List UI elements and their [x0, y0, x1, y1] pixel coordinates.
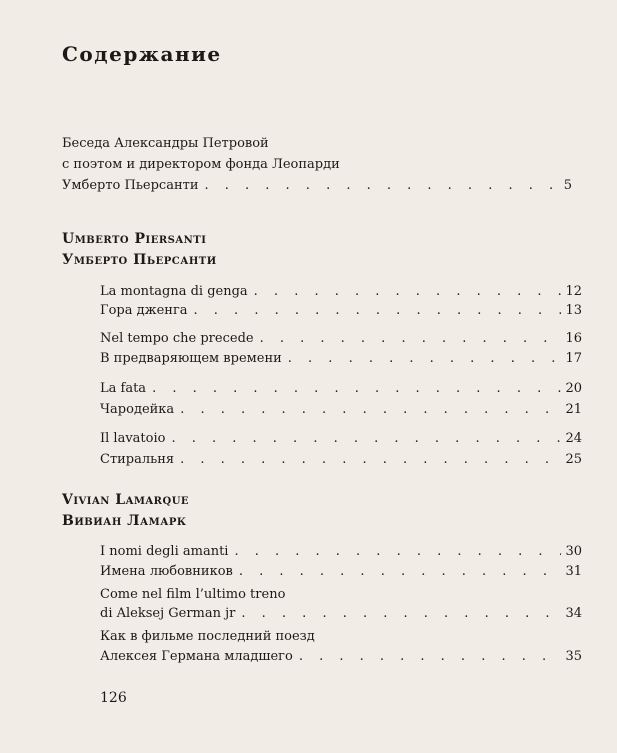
entry-title: I nomi degli amanti [100, 544, 229, 559]
entry-page: 12 [565, 284, 582, 299]
leader-dots [171, 431, 561, 447]
entry-page: 35 [565, 649, 582, 664]
entry-title: di Aleksej German jr [100, 606, 236, 621]
entry-title-line: Come nel film l’ultimo treno [100, 587, 286, 602]
toc-entry [100, 331, 582, 347]
entry-title: В предваряющем времени [100, 351, 282, 366]
page-number: 126 [100, 690, 127, 706]
entry-page: 16 [565, 331, 582, 346]
section-heading-cyrillic: Вивиан Ламарк [62, 513, 187, 529]
entry-title: Il lavatoio [100, 431, 166, 446]
toc-entry [100, 544, 582, 560]
leader-dots [254, 284, 562, 300]
section-heading-latin: Vivian Lamarque [62, 492, 190, 508]
leader-dots [260, 331, 562, 347]
leader-dots [299, 649, 562, 665]
toc-entry [100, 402, 582, 418]
entry-title: Гора дженга [100, 303, 188, 318]
toc-entry [100, 431, 582, 447]
entry-page: 24 [565, 431, 582, 446]
leader-dots [152, 381, 561, 397]
leader-dots [180, 402, 561, 418]
entry-page: 30 [565, 544, 582, 559]
toc-entry [100, 606, 582, 622]
entry-title: La fata [100, 381, 147, 396]
leader-dots [180, 452, 561, 468]
entry-title: Умберто Пьерсанти [62, 178, 199, 193]
entry-page: 5 [563, 178, 572, 193]
section-heading-latin: Umberto Piersanti [62, 231, 207, 247]
leader-dots [204, 178, 554, 194]
intro-line-1: Беседа Александры Петровой [62, 136, 269, 151]
toc-entry [100, 351, 582, 367]
entry-title-line: Как в фильме последний поезд [100, 629, 315, 644]
entry-page: 31 [565, 564, 582, 579]
entry-page: 13 [565, 303, 582, 318]
page-title: Содержание [62, 42, 222, 66]
leader-dots [234, 544, 561, 560]
entry-page: 17 [565, 351, 582, 366]
entry-title: Алексея Германа младшего [100, 649, 293, 664]
leader-dots [194, 303, 562, 319]
intro-line-2: с поэтом и директором фонда Леопарди [62, 157, 340, 172]
entry-title: La montagna di genga [100, 284, 248, 299]
leader-dots [288, 351, 562, 367]
toc-entry [62, 178, 572, 194]
toc-entry [100, 564, 582, 580]
toc-entry [100, 303, 582, 319]
toc-entry [100, 284, 582, 300]
toc-entry [100, 649, 582, 665]
leader-dots [241, 606, 561, 622]
entry-page: 25 [565, 452, 582, 467]
entry-page: 21 [565, 402, 582, 417]
entry-title: Имена любовников [100, 564, 233, 579]
toc-entry [100, 452, 582, 468]
section-heading-cyrillic: Умберто Пьерсанти [62, 252, 217, 268]
entry-title: Стиральня [100, 452, 175, 467]
entry-page: 34 [565, 606, 582, 621]
entry-title: Nel tempo che precede [100, 331, 254, 346]
leader-dots [239, 564, 562, 580]
entry-title: Чародейка [100, 402, 175, 417]
toc-entry [100, 381, 582, 397]
entry-page: 20 [565, 381, 582, 396]
